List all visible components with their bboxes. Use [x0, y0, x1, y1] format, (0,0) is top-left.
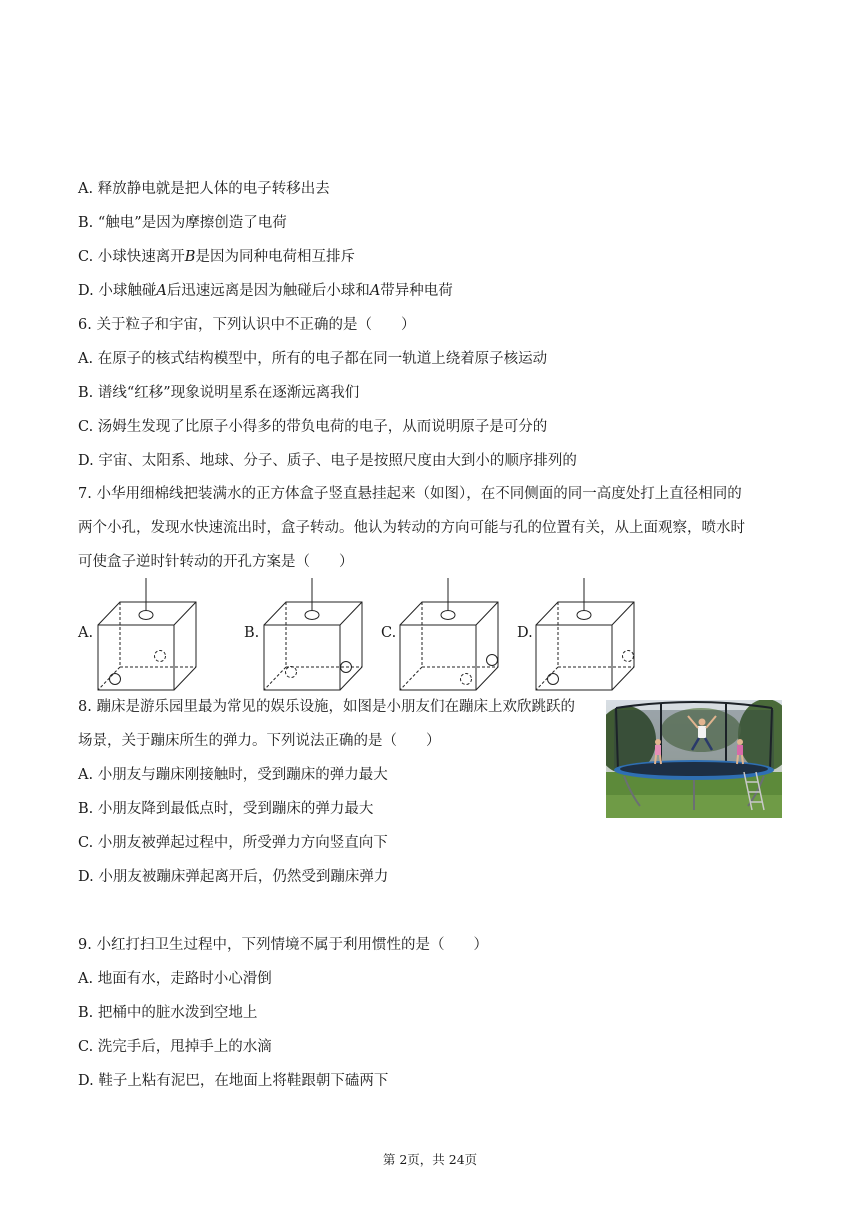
q8-option-d: D. 小朋友被蹦床弹起离开后，仍然受到蹦床弹力 [78, 869, 389, 885]
q6-stem: 6. 关于粒子和宇宙，下列认识中不正确的是（ ） [78, 317, 416, 333]
q8-option-c: C. 小朋友被弹起过程中，所受弹力方向竖直向下 [78, 835, 388, 851]
q7-stem-line-3: 可使盒子逆时针转动的开孔方案是（ ） [78, 554, 354, 570]
q5-option-b: B. “触电”是因为摩擦创造了电荷 [78, 215, 287, 231]
q8-stem-line-2: 场景，关于蹦床所生的弹力。下列说法正确的是（ ） [78, 733, 441, 749]
q6-option-d: D. 宇宙、太阳系、地球、分子、质子、电子是按照尺度由大到小的顺序排列的 [78, 453, 577, 469]
q7-stem-line-1: 7. 小华用细棉线把装满水的正方体盒子竖直悬挂起来（如图），在不同侧面的同一高度处打上直径相同的 [78, 486, 742, 502]
q7-box-diagram-a [94, 578, 200, 692]
q7-stem-line-2: 两个小孔，发现水快速流出时，盒子转动。他认为转动的方向可能与孔的位置有关，从上面观察，喷水时 [78, 520, 745, 536]
q7-box-diagram-c [396, 578, 502, 692]
q5-option-a: A. 释放静电就是把人体的电子转移出去 [78, 181, 330, 197]
q6-option-c: C. 汤姆生发现了比原子小得多的带负电荷的电子，从而说明原子是可分的 [78, 419, 548, 435]
q6-option-a: A. 在原子的核式结构模型中，所有的电子都在同一轨道上绕着原子核运动 [78, 351, 548, 367]
q7-label-b: B. [244, 625, 260, 641]
q8-option-a: A. 小朋友与蹦床刚接触时，受到蹦床的弹力最大 [78, 767, 388, 783]
q6-option-b: B. 谱线“红移”现象说明星系在逐渐远离我们 [78, 385, 360, 401]
q5-option-d: D. 小球触碰A后迅速远离是因为触碰后小球和A带异种电荷 [78, 283, 453, 299]
q7-label-a: A. [78, 625, 94, 641]
q7-label-d: D. [517, 625, 533, 641]
q9-option-d: D. 鞋子上粘有泥巴，在地面上将鞋跟朝下磕两下 [78, 1073, 389, 1089]
q8-option-b: B. 小朋友降到最低点时，受到蹦床的弹力最大 [78, 801, 374, 817]
q5-option-c: C. 小球快速离开B是因为同种电荷相互排斥 [78, 249, 355, 265]
q7-box-diagram-d [532, 578, 638, 692]
q9-option-b: B. 把桶中的脏水泼到空地上 [78, 1005, 258, 1021]
q8-stem-line-1: 8. 蹦床是游乐园里最为常见的娱乐设施，如图是小朋友们在蹦床上欢欣跳跃的 [78, 699, 575, 715]
q9-option-a: A. 地面有水，走路时小心滑倒 [78, 971, 272, 987]
q9-option-c: C. 洗完手后，甩掉手上的水滴 [78, 1039, 272, 1055]
trampoline-photo [606, 700, 782, 818]
page-number-footer: 第 2页，共 24页 [382, 1152, 478, 1167]
q7-label-c: C. [381, 625, 397, 641]
q9-stem: 9. 小红打扫卫生过程中，下列情境不属于利用惯性的是（ ） [78, 937, 488, 953]
q7-box-diagram-b [260, 578, 366, 692]
